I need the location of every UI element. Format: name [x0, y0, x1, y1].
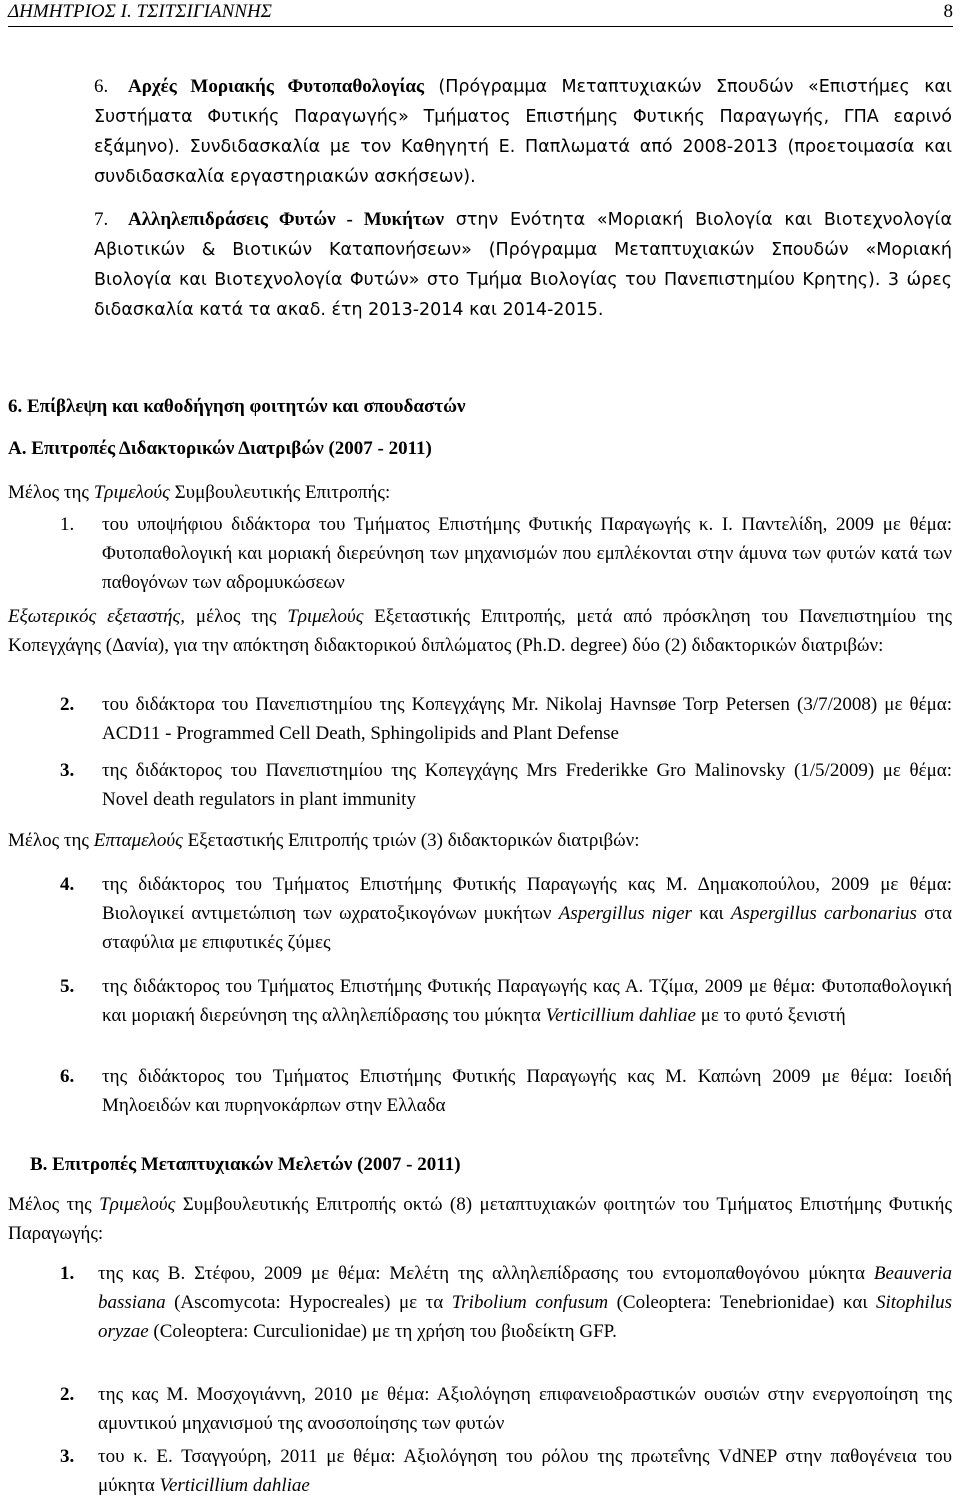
- phd-item-3: 3. της διδάκτορος του Πανεπιστημίου της Κοπεγχάγης Mrs Frederikke Gro Malinovsky (1/5/2009) με θέμα: Novel death regulators in plant immunity: [60, 760, 952, 810]
- subsection-a-heading: Α. Επιτροπές Διδακτορικών Διατριβών (2007 - 2011): [8, 438, 432, 459]
- section-heading: 6. Επίβλεψη και καθοδήγηση φοιτητών και σπουδαστών: [8, 396, 466, 417]
- item-text: [94, 205, 952, 325]
- course-details: (Πρόγραμμα Μεταπτυχιακών Σπουδών «Επιστήμες και Συστήματα Φυτικής Παραγωγής» Τμήματος Επιστήμης Φυτικής Παραγωγής, ΓΠΑ εαρινό εξάμηνο). Συνδιδασκαλία με τον Καθηγητή Ε. Παπλωματά από 2008-2013 (προετοιμασία και συνδιδασκαλία εργαστηριακών ασκήσεων).: [94, 77, 952, 187]
- subsection-b-heading: Β. Επιτροπές Μεταπτυχιακών Μελετών (2007 - 2011): [30, 1154, 461, 1175]
- msc-item-3: 3. του κ. Ε. Τσαγγούρη, 2011 με θέμα: Αξιολόγηση του ρόλου της πρωτεΐνης VdNEP στην παθογένεια του μύκητα Verticillium dahliae: [60, 1446, 952, 1496]
- header-author: ΔΗΜΗΤΡΙΟΣ Ι. ΤΣΙΤΣΙΓΙΑΝΝΗΣ: [8, 1, 272, 22]
- external-examiner-paragraph: Εξωτερικός εξεταστής, μέλος της Τριμελούς Εξεταστικής Επιτροπής, μετά από πρόσκληση του Πανεπιστημίου της Κοπεγχάγης (Δανία), για την απόκτηση διδακτορικού διπλώματος (Ph.D. degree) δύο (2) διδακτορικών διατριβών:: [8, 606, 953, 656]
- item-text: [94, 72, 952, 192]
- phd-item-1: 1. του υποψήφιου διδάκτορα του Τμήματος Επιστήμης Φυτικής Παραγωγής κ. Ι. Παντελίδη, 2009 με θέμα: Φυτοπαθολογική και μοριακή διερεύνηση των μηχανισμών που εμπλέκονται στην άμυνα των φυτών κατά των παθογόνων των αδρομυκώσεων: [60, 514, 952, 593]
- course-title: Αρχές Μοριακής Φυτοπαθολογίας: [128, 76, 424, 97]
- phd-item-6: 6. της διδάκτορος του Τμήματος Επιστήμης Φυτικής Παραγωγής κας Μ. Καπώνη 2009 με θέμα: Ιοειδή Μηλοειδών και πυρηνοκάρπων στην Ελλαδα: [60, 1066, 952, 1116]
- msc-item-2: 2. της κας Μ. Μοσχογιάννη, 2010 με θέμα: Αξιολόγηση επιφανειοδραστικών ουσιών στην ενεργοποίηση της αμυντικού μηχανισμού της ανοσοποίησης των φυτών: [60, 1384, 952, 1434]
- phd-item-2: 2. του διδάκτορα του Πανεπιστημίου της Κοπεγχάγης Mr. Nikolaj Havnsøe Torp Petersen (3/7/2008) με θέμα: ACD11 - Programmed Cell Death, Sphingolipids and Plant Defense: [60, 694, 952, 744]
- teaching-item-7: [94, 205, 952, 365]
- course-title: Αλληλεπιδράσεις Φυτών - Μυκήτων: [128, 209, 445, 230]
- item-number: 6.: [94, 76, 109, 97]
- msc-committee-label: Μέλος της Τριμελούς Συμβουλευτικής Επιτροπής οκτώ (8) μεταπτυχιακών φοιτητών του Τμήματος Επιστήμης Φυτικής Παραγωγής:: [8, 1194, 952, 1244]
- advisory-committee-label: Μέλος της Τριμελούς Συμβουλευτικής Επιτροπής:: [8, 482, 391, 503]
- phd-item-4: 4. της διδάκτορος του Τμήματος Επιστήμης Φυτικής Παραγωγής κας Μ. Δημακοπούλου, 2009 με θέμα: Βιολογικεί αντιμετώπιση των ωχρατοξικογόνων μυκήτων Aspergillus niger και Aspergillus carbonarius στα σταφύλια με επιφυτικές ζύμες: [60, 874, 952, 953]
- page-number: 8: [943, 1, 953, 22]
- phd-item-5: 5. της διδάκτορος του Τμήματος Επιστήμης Φυτικής Παραγωγής κας Α. Τζίμα, 2009 με θέμα: Φυτοπαθολογική και μοριακή διερεύνηση της αλληλεπίδρασης του μύκητα Verticillium dahliae με το φυτό ξενιστή: [60, 976, 952, 1026]
- page-header: [8, 0, 953, 27]
- teaching-item-6: [94, 72, 952, 202]
- seven-member-committee-label: Μέλος της Επταμελούς Εξεταστικής Επιτροπής τριών (3) διδακτορικών διατριβών:: [8, 830, 640, 851]
- course-details: στην Ενότητα «Μοριακή Βιολογία και Βιοτεχνολογία Αβιοτικών & Βιοτικών Καταπονήσεων» (Πρόγραμμα Μεταπτυχιακών Σπουδών «Μοριακή Βιολογία και Βιοτεχνολογία Φυτών» στο Τμήμα Βιολογίας του Πανεπιστημίου Κρητης). 3 ώρες διδασκαλία κατά τα ακαδ. έτη 2013-2014 και 2014-2015.: [94, 210, 952, 320]
- item-number: 7.: [94, 209, 109, 230]
- msc-item-1: 1. της κας Β. Στέφου, 2009 με θέμα: Μελέτη της αλληλεπίδρασης του εντομοπαθογόνου μύκητα Beauveria bassiana (Ascomycota: Hypocreales) με τα Tribolium confusum (Coleoptera: Tenebrionidae) και Sitophilus oryzae (Coleoptera: Curculionidae) με τη χρήση του βιοδείκτη GFP.: [60, 1263, 952, 1342]
